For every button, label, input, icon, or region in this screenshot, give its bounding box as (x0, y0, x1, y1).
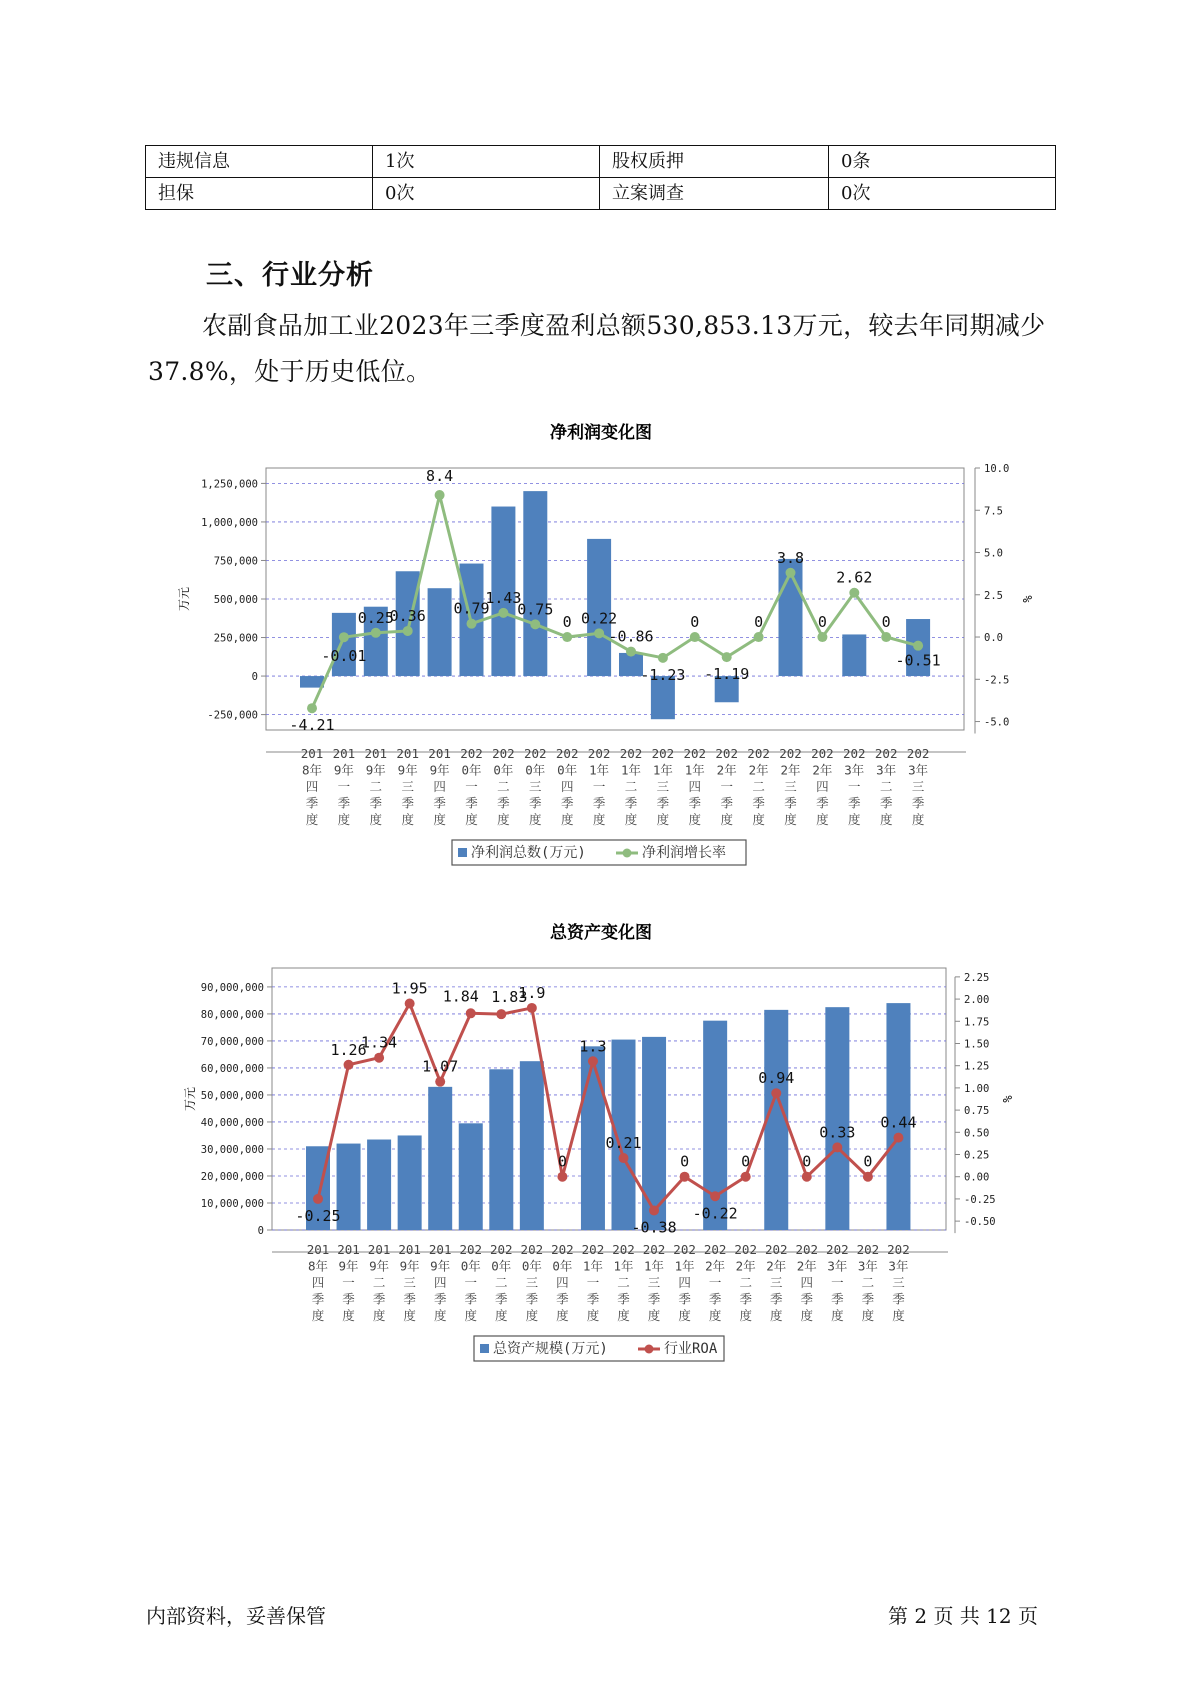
line-point (913, 641, 923, 651)
data-label: 0.79 (453, 599, 490, 618)
category-label: 202 1年二季度 (619, 746, 643, 827)
bar (367, 1140, 391, 1230)
line-point (881, 632, 891, 642)
left-tick-label: 90,000,000 (200, 981, 264, 994)
category-label: 202 0年四季度 (551, 1242, 574, 1323)
line-point (435, 1077, 445, 1087)
right-tick-label: 5.0 (984, 547, 1003, 560)
analysis-paragraph: 农副食品加工业2023年三季度盈利总额530,853.13万元，较去年同期减少37.8%，处于历史低位。 (148, 311, 1046, 386)
category-label: 202 0年三季度 (524, 746, 547, 827)
bar (842, 634, 866, 676)
left-tick-label: 80,000,000 (200, 1008, 264, 1021)
left-tick-label: -250,000 (207, 709, 258, 722)
category-label: 201 8年四季度 (306, 1242, 330, 1323)
data-label: 0 (690, 613, 700, 632)
right-tick-label: 0.75 (964, 1105, 990, 1118)
right-tick-label: 2.5 (984, 589, 1003, 602)
line-point (557, 1172, 567, 1182)
legend (452, 840, 746, 865)
data-label: 8.4 (426, 467, 454, 486)
left-tick-label: 60,000,000 (200, 1062, 264, 1075)
table-row (146, 178, 1056, 210)
category-label: 202 1年一季度 (587, 746, 611, 827)
bar (523, 491, 547, 676)
table-row (146, 146, 1056, 178)
category-label: 202 2年四季度 (795, 1242, 819, 1323)
category-label: 202 1年一季度 (581, 1242, 605, 1323)
legend-bar-swatch (480, 1344, 489, 1353)
right-axis-unit: % (1020, 595, 1034, 603)
category-label: 201 8年四季度 (300, 746, 324, 827)
category-label: 201 9年二季度 (367, 1242, 391, 1323)
bar (428, 1087, 452, 1230)
data-label: 0 (562, 613, 572, 632)
line-point (530, 619, 540, 629)
category-label: 202 0年一季度 (459, 1242, 483, 1323)
line-point (722, 652, 732, 662)
category-label: 202 2年二季度 (747, 746, 770, 827)
category-label: 202 2年一季度 (703, 1242, 727, 1323)
data-label: 1.9 (518, 983, 546, 1002)
data-label: 1.43 (485, 588, 522, 607)
line-point (832, 1142, 842, 1152)
left-axis-unit: 万元 (177, 586, 191, 612)
category-label: 202 1年三季度 (642, 1242, 666, 1323)
line-point (893, 1133, 903, 1143)
bar (520, 1061, 544, 1230)
page-number: 第 2 页 共 12 页 (888, 1604, 1038, 1628)
table-cell: 0条 (829, 146, 1056, 178)
data-label: 0.25 (357, 608, 394, 627)
category-label: 202 1年三季度 (651, 746, 675, 827)
data-label: 0 (754, 613, 764, 632)
right-tick-label: 0.0 (984, 632, 1003, 645)
category-label: 202 1年二季度 (612, 1242, 635, 1323)
line-point (466, 1008, 476, 1018)
line-point (405, 999, 415, 1009)
bar (398, 1135, 422, 1230)
data-label: 0 (557, 1152, 567, 1171)
bar (581, 1046, 605, 1230)
right-tick-label: 0.50 (964, 1127, 990, 1140)
line-point (467, 619, 477, 629)
right-tick-label: 2.25 (964, 971, 990, 984)
line-point (849, 588, 859, 598)
left-tick-label: 1,000,000 (201, 516, 258, 529)
right-tick-label: 0.25 (964, 1149, 990, 1162)
right-tick-label: 10.0 (984, 463, 1010, 475)
category-label: 202 0年四季度 (555, 746, 579, 827)
right-tick-label: -0.50 (964, 1216, 996, 1229)
left-tick-label: 750,000 (213, 555, 258, 568)
line-point (588, 1056, 598, 1066)
category-label: 202 0年二季度 (492, 746, 515, 827)
footer-confidential: 内部资料，妥善保管 (146, 1604, 326, 1628)
data-label: -4.21 (289, 716, 335, 735)
category-label: 202 3年三季度 (887, 1242, 910, 1323)
table-cell: 立案调查 (600, 178, 829, 210)
data-label: 1.3 (579, 1037, 607, 1056)
data-label: 0 (817, 613, 827, 632)
table-cell: 担保 (146, 178, 373, 210)
line-point (496, 1009, 506, 1019)
legend-line-marker (623, 849, 632, 858)
category-label: 202 3年一季度 (843, 746, 866, 827)
right-tick-label: 1.75 (964, 1016, 990, 1029)
category-label: 202 1年四季度 (673, 1242, 696, 1323)
legend (474, 1336, 724, 1361)
category-label: 202 3年二季度 (874, 746, 898, 827)
data-label: 0.75 (517, 600, 554, 619)
data-label: -0.01 (321, 647, 367, 666)
data-label: 1.95 (391, 979, 428, 998)
category-label: 202 2年一季度 (715, 746, 738, 827)
data-label: 0.22 (581, 609, 618, 628)
data-label: -1.23 (640, 665, 686, 684)
left-tick-label: 10,000,000 (200, 1197, 264, 1210)
data-label: 1.84 (442, 987, 479, 1006)
bar (332, 613, 356, 676)
category-label: 201 9年四季度 (428, 746, 451, 827)
line-point (562, 632, 572, 642)
category-label: 201 9年一季度 (332, 746, 356, 827)
line-point (690, 632, 700, 642)
right-tick-label: 1.00 (964, 1082, 990, 1095)
data-label: -0.25 (295, 1206, 341, 1225)
line-point (754, 632, 764, 642)
line-point (863, 1172, 873, 1182)
category-label: 202 3年三季度 (906, 746, 930, 827)
category-label: 202 0年一季度 (460, 746, 483, 827)
data-label: 2.62 (836, 568, 873, 587)
category-label: 202 3年一季度 (826, 1242, 849, 1323)
category-label: 202 0年三季度 (520, 1242, 544, 1323)
left-tick-label: 50,000,000 (200, 1089, 264, 1102)
chart-title: 总资产变化图 (550, 923, 652, 943)
data-label: -0.51 (895, 651, 941, 670)
table-cell: 违规信息 (146, 146, 373, 178)
net-profit-chart (0, 420, 1191, 860)
category-label: 201 9年二季度 (364, 746, 388, 827)
line-point (435, 490, 445, 500)
table-cell: 0次 (373, 178, 600, 210)
left-tick-label: 40,000,000 (200, 1116, 264, 1129)
data-label: 0.94 (758, 1069, 795, 1088)
chart-title: 净利润变化图 (550, 423, 652, 443)
category-label: 201 9年三季度 (398, 1242, 421, 1323)
right-tick-label: -0.25 (964, 1193, 996, 1206)
data-label: 1.07 (422, 1057, 459, 1076)
bar (489, 1069, 513, 1230)
line-point (710, 1191, 720, 1201)
line-point (619, 1153, 629, 1163)
data-label: 3.8 (776, 548, 805, 567)
table-cell: 0次 (829, 178, 1056, 210)
line-point (344, 1060, 354, 1070)
line-point (802, 1172, 812, 1182)
left-tick-label: 0 (251, 671, 258, 684)
category-label: 202 0年二季度 (490, 1242, 513, 1323)
line-point (817, 632, 827, 642)
data-label: -1.19 (704, 665, 750, 684)
right-tick-label: 1.50 (964, 1038, 990, 1051)
bar (587, 539, 611, 676)
line-point (626, 647, 636, 657)
category-label: 201 9年三季度 (396, 746, 419, 827)
line-point (403, 626, 413, 636)
line-point (498, 608, 508, 618)
data-label: 0 (802, 1152, 812, 1171)
table-cell: 股权质押 (600, 146, 829, 178)
right-tick-label: -2.5 (984, 674, 1010, 687)
risk-info-table (145, 145, 1056, 210)
line-point (307, 703, 317, 713)
data-label: 1.26 (330, 1040, 367, 1059)
left-tick-label: 20,000,000 (200, 1170, 264, 1183)
right-tick-label: 7.5 (984, 505, 1003, 518)
data-label: 0 (741, 1152, 751, 1171)
left-tick-label: 0 (257, 1225, 264, 1237)
category-label: 201 9年四季度 (428, 1242, 452, 1323)
right-tick-label: -5.0 (984, 716, 1010, 729)
line-point (339, 632, 349, 642)
line-point (649, 1205, 659, 1215)
total-assets-chart (0, 920, 1191, 1360)
category-label: 201 9年一季度 (337, 1242, 360, 1323)
right-tick-label: 1.25 (964, 1060, 990, 1073)
line-point (527, 1003, 537, 1013)
data-label: 0 (863, 1152, 873, 1171)
left-tick-label: 250,000 (213, 632, 258, 645)
data-label: 0 (680, 1152, 690, 1171)
right-tick-label: 2.00 (964, 994, 990, 1007)
category-label: 202 1年四季度 (683, 746, 707, 827)
data-label: 0.21 (605, 1134, 642, 1153)
left-tick-label: 1,250,000 (201, 478, 258, 491)
line-point (374, 1053, 384, 1063)
line-point (594, 628, 604, 638)
section-title: 三、行业分析 (206, 260, 374, 291)
category-label: 202 2年三季度 (779, 746, 802, 827)
table-cell: 1次 (373, 146, 600, 178)
category-label: 202 3年二季度 (856, 1242, 880, 1323)
data-label: 1.34 (361, 1033, 398, 1052)
category-label: 202 2年二季度 (734, 1242, 757, 1323)
data-label: 0.33 (819, 1123, 856, 1142)
legend-line-marker (645, 1345, 654, 1354)
line-point (658, 653, 668, 663)
data-label: -0.86 (608, 627, 654, 646)
legend-label: 净利润总数(万元) (471, 845, 586, 861)
legend-label: 总资产规模(万元) (493, 1341, 608, 1357)
data-label: 0.44 (880, 1113, 917, 1132)
right-axis-unit: % (1000, 1095, 1014, 1103)
data-label: -0.38 (631, 1218, 677, 1237)
category-label: 202 2年三季度 (764, 1242, 788, 1323)
bar (825, 1007, 849, 1230)
right-tick-label: 0.00 (964, 1171, 990, 1184)
left-tick-label: 70,000,000 (200, 1035, 264, 1048)
line-point (371, 628, 381, 638)
data-label: 0.36 (389, 606, 426, 625)
data-label: 0 (881, 613, 891, 632)
legend-bar-swatch (458, 848, 467, 857)
left-tick-label: 500,000 (213, 594, 258, 606)
line-point (313, 1194, 323, 1204)
data-label: 1.83 (491, 988, 528, 1007)
category-label: 202 2年四季度 (811, 746, 834, 827)
legend-label: 净利润增长率 (642, 845, 726, 861)
bar (428, 588, 452, 676)
line-point (771, 1088, 781, 1098)
legend-label: 行业ROA (664, 1341, 718, 1357)
bar (459, 1123, 483, 1230)
line-point (741, 1172, 751, 1182)
left-axis-unit: 万元 (183, 1086, 197, 1112)
left-tick-label: 30,000,000 (200, 1143, 264, 1156)
line-point (786, 568, 796, 578)
line-point (680, 1172, 690, 1182)
data-label: -0.22 (692, 1204, 738, 1223)
